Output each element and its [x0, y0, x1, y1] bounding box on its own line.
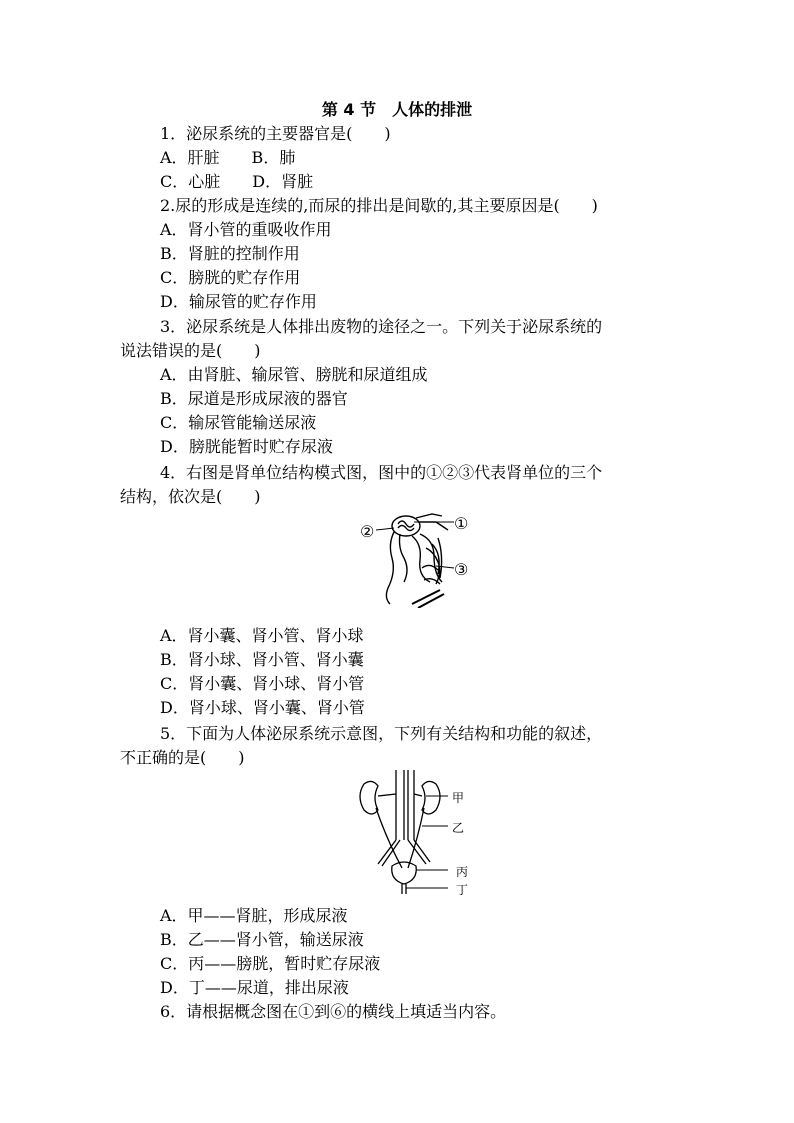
q3-option-d: D．膀胱能暂时贮存尿液 — [160, 437, 333, 456]
urethra-shape — [402, 884, 406, 894]
q3-option-c: C．输尿管能输送尿液 — [160, 413, 317, 432]
nephron-label-3: ③ — [454, 560, 469, 579]
q4-stem-line1: 4．右图是肾单位结构模式图，图中的①②③代表肾单位的三个 — [160, 463, 603, 482]
urinary-system-diagram — [352, 770, 452, 896]
q5-option-a: A．甲——肾脏，形成尿液 — [160, 906, 348, 925]
q5-stem-line1: 5．下面为人体泌尿系统示意图，下列有关结构和功能的叙述， — [160, 724, 603, 743]
q3-stem-line2: 说法错误的是( ) — [120, 341, 261, 360]
q4-option-d: D．肾小球、肾小囊、肾小管 — [160, 698, 365, 717]
urinary-label-jia: 甲 — [452, 791, 465, 805]
bladder-shape — [392, 862, 417, 884]
glomerulus-shape — [398, 521, 414, 531]
q3-option-a: A．由肾脏、输尿管、膀胱和尿道组成 — [160, 365, 428, 384]
q5-option-d: D．丁——尿道，排出尿液 — [160, 978, 349, 997]
q5-stem-line2: 不正确的是( ) — [120, 748, 245, 767]
left-kidney-shape — [360, 781, 378, 814]
q2-stem: 2.尿的形成是连续的,而尿的排出是间歇的,其主要原因是( ) — [160, 196, 598, 215]
q1-stem: 1．泌尿系统的主要器官是( ) — [160, 124, 391, 143]
q2-option-b: B．肾脏的控制作用 — [160, 244, 300, 263]
bowman-capsule-shape — [392, 516, 420, 536]
q3-stem-line1: 3．泌尿系统是人体排出废物的途径之一。下列关于泌尿系统的 — [160, 317, 603, 336]
left-ureter-shape — [376, 808, 402, 868]
nephron-label-2: ② — [360, 522, 375, 541]
q1-options-cd: C．心脏 D．肾脏 — [160, 172, 314, 191]
q4-option-a: A．肾小囊、肾小管、肾小球 — [160, 626, 364, 645]
q2-option-d: D．输尿管的贮存作用 — [160, 292, 317, 311]
q4-option-c: C．肾小囊、肾小球、肾小管 — [160, 674, 365, 693]
urinary-label-bing: 丙 — [456, 865, 469, 879]
q2-option-c: C．膀胱的贮存作用 — [160, 268, 301, 287]
q5-option-c: C．丙——膀胱，暂时贮存尿液 — [160, 954, 381, 973]
q1-options-ab: A．肝脏 B．肺 — [160, 148, 296, 167]
urinary-label-yi: 乙 — [452, 821, 465, 835]
q3-option-b: B．尿道是形成尿液的器官 — [160, 389, 348, 408]
q6-stem: 6．请根据概念图在①到⑥的横线上填适当内容。 — [160, 1002, 507, 1021]
nephron-label-1: ① — [454, 514, 469, 533]
right-kidney-shape — [422, 781, 440, 814]
q4-option-b: B．肾小球、肾小管、肾小囊 — [160, 650, 364, 669]
q2-option-a: A．肾小管的重吸收作用 — [160, 220, 332, 239]
urinary-label-ding: 丁 — [456, 883, 469, 897]
section-title: 第 4 节 人体的排泄 — [321, 100, 473, 119]
q4-stem-line2: 结构，依次是( ) — [120, 487, 261, 506]
q5-option-b: B．乙——肾小管，输送尿液 — [160, 930, 364, 949]
